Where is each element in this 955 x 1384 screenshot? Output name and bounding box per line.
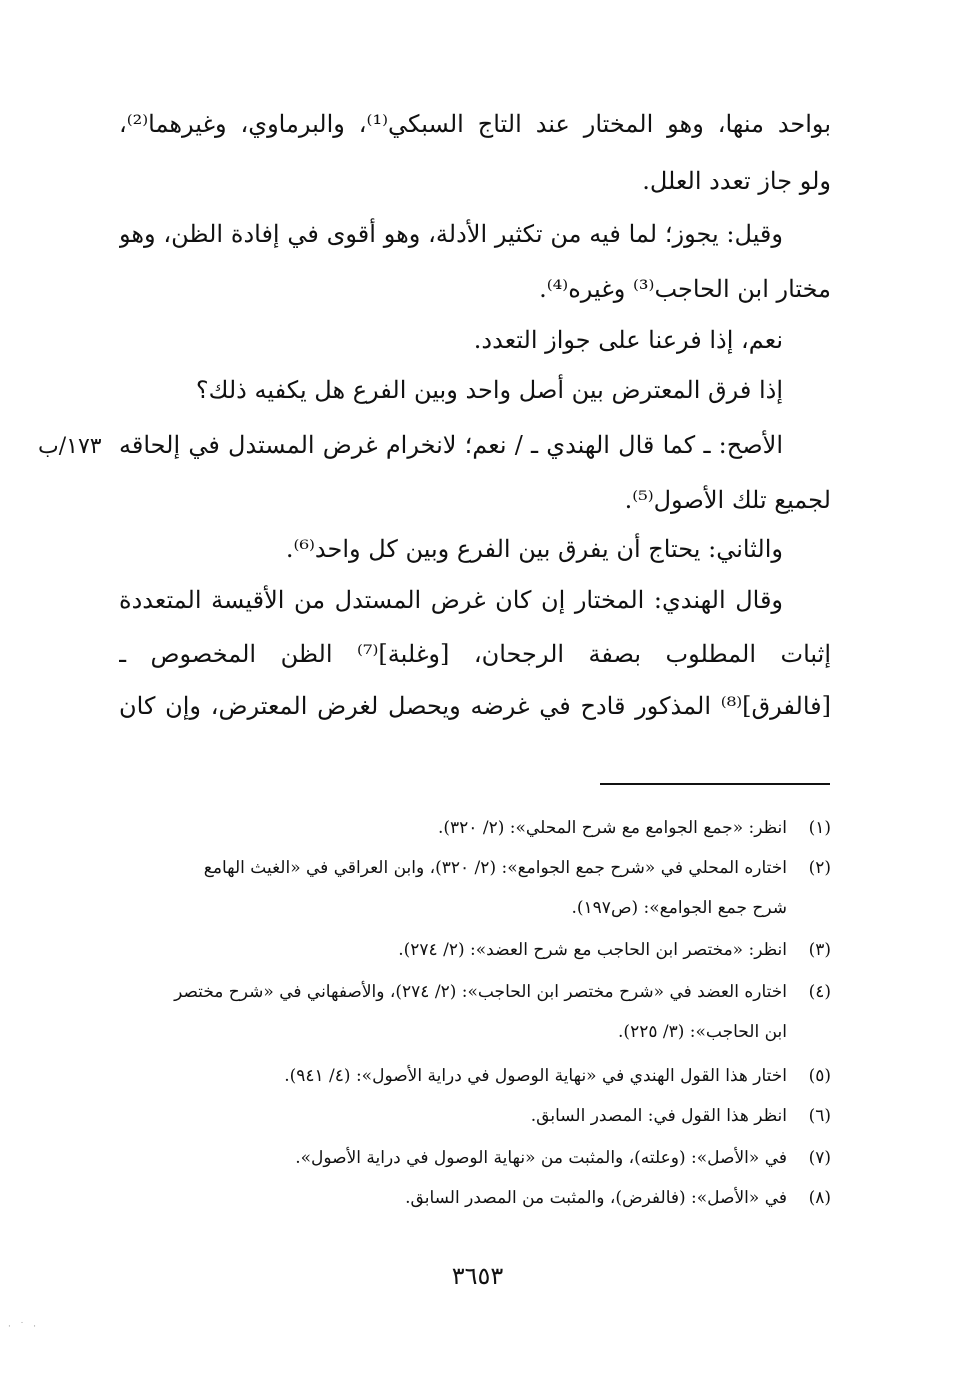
page-number: ٣٦٥٣ (451, 1262, 504, 1290)
footnote-text: اختاره المحلي في «شرح جمع الجوامع»: (٢/ ٣٢٠)، وابن العراقي في «الغيث الهامع (203, 858, 787, 878)
footnote-4 (119, 972, 831, 1052)
body-line: نعم، إذا فرعنا على جواز التعدد. (473, 326, 783, 354)
body-line: إذا فرق المعترض بين أصل واحد وبين الفرع هل يكفيه ذلك؟ (195, 376, 783, 404)
footnote-7 (119, 1138, 831, 1178)
footnote-number: (١) (808, 818, 831, 838)
footnote-2 (119, 848, 831, 928)
footnote-number: (٣) (808, 940, 831, 960)
body-line: وقال الهندي: المختار إن كان غرض المستدل من الأقيسة المتعددة (119, 586, 783, 614)
footnote-number: (٧) (808, 1148, 831, 1168)
footnote-number: (٨) (808, 1188, 831, 1208)
footnote-1 (119, 808, 831, 848)
body-line: الأصح: ـ كما قال الهندي ـ / نعم؛ لانخرام غرض المستدل في إلحاقه (119, 431, 783, 459)
footnote-5 (119, 1056, 831, 1096)
folio-margin-note: ١٧٣/ب (38, 434, 102, 459)
scan-artifact: · ˙ · (8, 1322, 39, 1332)
body-line: وقيل: يجوز؛ لما فيه من تكثير الأدلة، وهو أقوى في إفادة الظن، وهو (119, 220, 783, 248)
footnote-text: في «الأصل»: (وعلته)، والمثبت من «نهاية الوصول في دراية الأصول». (295, 1148, 787, 1168)
footnote-separator (600, 783, 830, 785)
footnote-text: انظر هذا القول في: المصدر السابق. (530, 1106, 787, 1126)
footnote-text: اختاره العضد في «شرح مختصر ابن الحاجب»: (٢/ ٢٧٤)، والأصفهاني في «شرح مختصر (174, 982, 787, 1002)
footnote-number: (٥) (808, 1066, 831, 1086)
footnote-number: (٦) (808, 1106, 831, 1126)
footnote-text: انظر: «مختصر ابن الحاجب مع شرح العضد»: (٢/ ٢٧٤). (398, 940, 787, 960)
body-line: ولو جاز تعدد العلل. (642, 167, 831, 195)
body-line: لجميع تلك الأصول⁽⁵⁾. (624, 486, 831, 514)
footnote-number: (٤) (808, 982, 831, 1002)
footnote-6 (119, 1096, 831, 1136)
footnote-text-cont: شرح جمع الجوامع»: (ص١٩٧). (571, 898, 787, 918)
body-line: والثاني: يحتاج أن يفرق بين الفرع وبين كل واحد⁽⁶⁾. (285, 535, 783, 563)
body-line: بواحد منها، وهو المختار عند التاج السبكي⁽¹⁾، والبرماوي، وغيرهما⁽²⁾، (119, 110, 831, 138)
body-line: [فالفرق]⁽⁸⁾ المذكور قادح في غرضه ويحصل لغرض المعترض، وإن كان (119, 692, 831, 720)
footnote-text: في «الأصل»: (فالفرض)، والمثبت من المصدر السابق. (405, 1188, 787, 1208)
body-line: إثبات المطلوب بصفة الرجحان، [وغلبة]⁽⁷⁾ الظن المخصوص ـ (119, 640, 831, 668)
footnote-text: انظر: «جمع الجوامع مع شرح المحلي»: (٢/ ٣٢٠). (438, 818, 787, 838)
footnote-3 (119, 930, 831, 970)
footnote-number: (٢) (808, 858, 831, 878)
footnote-8 (119, 1178, 831, 1218)
body-line: مختار ابن الحاجب⁽³⁾ وغيره⁽⁴⁾. (539, 275, 831, 303)
footnote-text-cont: ابن الحاجب»: (٣/ ٢٢٥). (618, 1022, 787, 1042)
footnote-text: اختار هذا القول الهندي في «نهاية الوصول في دراية الأصول»: (٤/ ٩٤١). (284, 1066, 787, 1086)
